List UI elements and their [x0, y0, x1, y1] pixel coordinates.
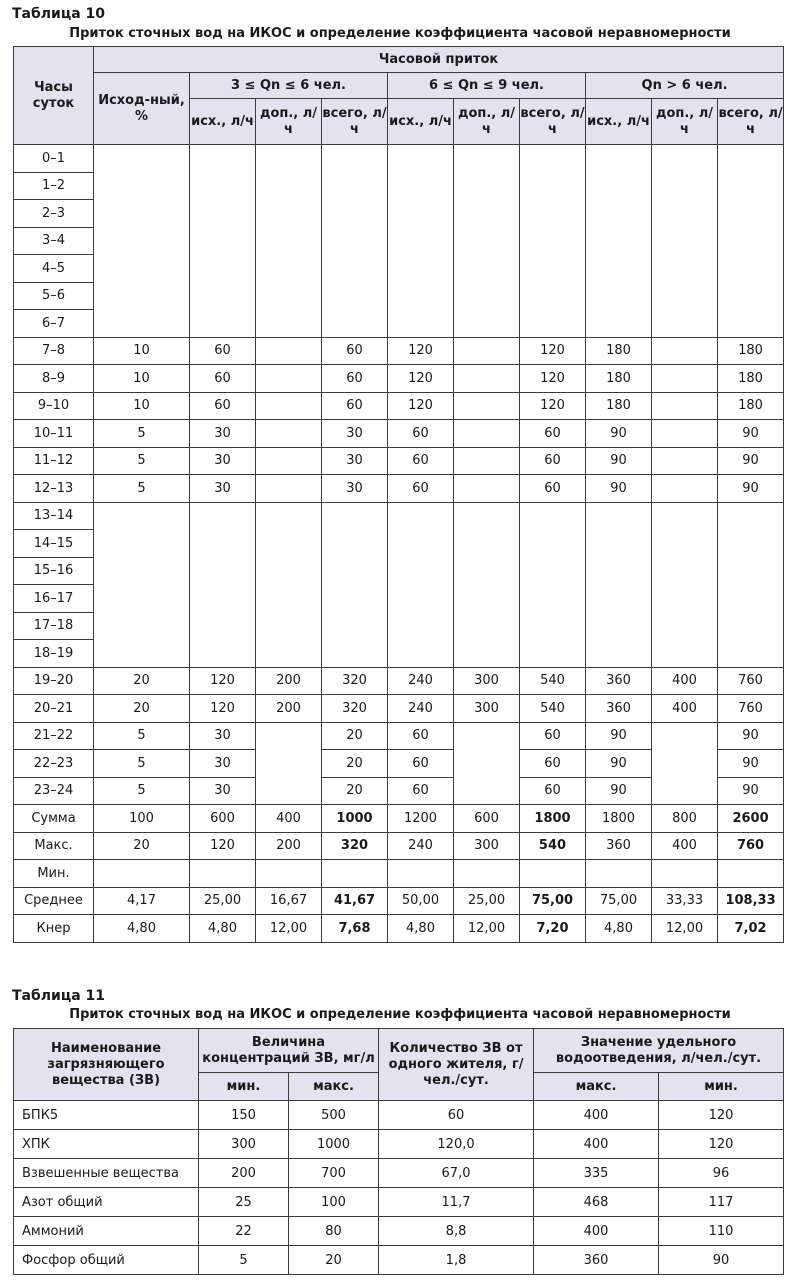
value-cell: 25,00	[190, 887, 256, 915]
value-cell	[256, 337, 322, 365]
hour-cell: 17–18	[14, 612, 94, 640]
table-row	[14, 420, 784, 448]
value-cell: 10	[94, 365, 190, 393]
value-cell: 120	[659, 1130, 784, 1159]
table11-title: Приток сточных вод на ИКОС и определение коэффициента часовой неравномерности	[69, 1007, 731, 1022]
value-cell: 60	[190, 365, 256, 393]
value-cell: 22	[199, 1217, 289, 1246]
value-cell: 500	[289, 1101, 379, 1130]
value-cell: 300	[454, 695, 520, 723]
hour-cell: 8–9	[14, 365, 94, 393]
value-cell: 60	[190, 337, 256, 365]
table-row	[14, 145, 784, 173]
value-cell: 90	[586, 447, 652, 475]
value-cell: 90	[718, 722, 784, 750]
value-cell	[256, 860, 322, 888]
value-cell: 60	[388, 777, 454, 805]
value-cell: 320	[322, 832, 388, 860]
value-cell	[586, 502, 652, 667]
value-cell: 1000	[322, 805, 388, 833]
substance-cell: Взвешенные вещества	[14, 1159, 199, 1188]
value-cell: 120	[520, 337, 586, 365]
value-cell: 12,00	[256, 915, 322, 943]
table11	[13, 1028, 784, 1275]
value-cell	[322, 145, 388, 338]
value-cell: 30	[190, 722, 256, 750]
value-cell: 360	[586, 832, 652, 860]
value-cell: 200	[199, 1159, 289, 1188]
value-cell: 20	[289, 1246, 379, 1275]
table-row	[14, 1159, 784, 1188]
value-cell	[454, 447, 520, 475]
value-cell: 20	[322, 777, 388, 805]
substance-cell: Фосфор общий	[14, 1246, 199, 1275]
value-cell: 700	[289, 1159, 379, 1188]
value-cell: 300	[199, 1130, 289, 1159]
value-cell: 20	[94, 667, 190, 695]
value-cell: 2600	[718, 805, 784, 833]
value-cell: 150	[199, 1101, 289, 1130]
value-cell: 760	[718, 667, 784, 695]
value-cell	[520, 145, 586, 338]
hour-cell: 13–14	[14, 502, 94, 530]
value-cell	[256, 722, 322, 805]
value-cell: 4,17	[94, 887, 190, 915]
value-cell: 540	[520, 667, 586, 695]
value-cell: 120	[388, 365, 454, 393]
sub-add-header: доп., л/ч	[454, 99, 520, 145]
value-cell	[454, 722, 520, 805]
hour-cell: 14–15	[14, 530, 94, 558]
value-cell: 1,8	[379, 1246, 534, 1275]
value-cell	[652, 145, 718, 338]
value-cell: 60	[379, 1101, 534, 1130]
value-cell	[94, 860, 190, 888]
hour-cell: 16–17	[14, 585, 94, 613]
value-cell: 4,80	[190, 915, 256, 943]
value-cell: 4,80	[388, 915, 454, 943]
value-cell	[652, 447, 718, 475]
table-row	[14, 337, 784, 365]
value-cell	[520, 860, 586, 888]
hour-cell: 19–20	[14, 667, 94, 695]
value-cell	[256, 365, 322, 393]
value-cell: 200	[256, 832, 322, 860]
value-cell	[454, 475, 520, 503]
value-cell: 1800	[520, 805, 586, 833]
value-cell: 20	[94, 695, 190, 723]
value-cell: 25,00	[454, 887, 520, 915]
value-cell: 60	[520, 475, 586, 503]
value-cell: 360	[586, 667, 652, 695]
value-cell: 120	[190, 695, 256, 723]
value-cell: 240	[388, 667, 454, 695]
table10-title: Приток сточных вод на ИКОС и определение коэффициента часовой неравномерности	[69, 26, 731, 41]
table-row	[14, 502, 784, 530]
group2-header: 6 ≤ Qn ≤ 9 чел.	[388, 73, 586, 99]
hour-cell: 3–4	[14, 227, 94, 255]
value-cell: 10	[94, 337, 190, 365]
value-cell	[454, 502, 520, 667]
value-cell	[322, 502, 388, 667]
base-percent-header: Исход-ный, %	[94, 73, 190, 145]
specific-max-header: макс.	[534, 1073, 659, 1101]
value-cell	[652, 475, 718, 503]
hour-cell: 18–19	[14, 640, 94, 668]
value-cell	[388, 860, 454, 888]
value-cell	[652, 860, 718, 888]
hour-cell: 1–2	[14, 172, 94, 200]
sub-add-header: доп., л/ч	[652, 99, 718, 145]
table-row	[14, 722, 784, 750]
value-cell: 12,00	[454, 915, 520, 943]
value-cell: 760	[718, 695, 784, 723]
value-cell: 90	[718, 475, 784, 503]
hourly-inflow-header: Часовой приток	[94, 47, 784, 73]
value-cell	[256, 502, 322, 667]
value-cell: 60	[322, 392, 388, 420]
value-cell	[190, 860, 256, 888]
value-cell: 90	[718, 447, 784, 475]
group1-header: 3 ≤ Qn ≤ 6 чел.	[190, 73, 388, 99]
value-cell: 360	[534, 1246, 659, 1275]
value-cell: 180	[586, 392, 652, 420]
value-cell: 30	[322, 447, 388, 475]
hour-cell: 11–12	[14, 447, 94, 475]
value-cell: 320	[322, 667, 388, 695]
amount-header: Количество ЗВ от одного жителя, г/чел./сут.	[379, 1029, 534, 1101]
value-cell: 60	[388, 750, 454, 778]
sub-src-header: исх., л/ч	[586, 99, 652, 145]
value-cell: 180	[718, 365, 784, 393]
value-cell	[652, 365, 718, 393]
value-cell: 4,80	[94, 915, 190, 943]
value-cell: 30	[190, 420, 256, 448]
value-cell: 120	[659, 1101, 784, 1130]
value-cell	[454, 420, 520, 448]
sub-src-header: исх., л/ч	[388, 99, 454, 145]
value-cell: 100	[289, 1188, 379, 1217]
value-cell: 90	[659, 1246, 784, 1275]
value-cell	[454, 365, 520, 393]
value-cell: 4,80	[586, 915, 652, 943]
value-cell: 400	[534, 1217, 659, 1246]
value-cell	[520, 502, 586, 667]
value-cell	[94, 145, 190, 338]
value-cell: 90	[718, 420, 784, 448]
value-cell: 760	[718, 832, 784, 860]
value-cell: 12,00	[652, 915, 718, 943]
value-cell: 7,20	[520, 915, 586, 943]
substance-cell: БПК5	[14, 1101, 199, 1130]
value-cell: 75,00	[520, 887, 586, 915]
value-cell: 600	[454, 805, 520, 833]
hour-cell: 21–22	[14, 722, 94, 750]
table-row	[14, 695, 784, 723]
table-row	[14, 1101, 784, 1130]
value-cell: 30	[190, 447, 256, 475]
hour-cell: Сумма	[14, 805, 94, 833]
value-cell: 60	[388, 475, 454, 503]
value-cell: 108,33	[718, 887, 784, 915]
value-cell: 30	[322, 475, 388, 503]
value-cell: 5	[94, 750, 190, 778]
value-cell: 90	[586, 722, 652, 750]
hour-cell: 5–6	[14, 282, 94, 310]
value-cell: 400	[256, 805, 322, 833]
hour-cell: 6–7	[14, 310, 94, 338]
substance-cell: ХПК	[14, 1130, 199, 1159]
value-cell	[652, 337, 718, 365]
table-row	[14, 860, 784, 888]
value-cell: 120	[190, 667, 256, 695]
value-cell	[652, 502, 718, 667]
table10	[13, 46, 784, 943]
value-cell: 240	[388, 832, 454, 860]
value-cell	[586, 145, 652, 338]
value-cell: 60	[520, 420, 586, 448]
value-cell: 60	[520, 750, 586, 778]
value-cell: 30	[190, 475, 256, 503]
hour-cell: 23–24	[14, 777, 94, 805]
value-cell	[718, 145, 784, 338]
value-cell: 60	[388, 420, 454, 448]
hour-cell: Макс.	[14, 832, 94, 860]
table-row	[14, 475, 784, 503]
substance-header: Наименование загрязняющего вещества (ЗВ)	[14, 1029, 199, 1101]
value-cell: 400	[652, 695, 718, 723]
table-row	[14, 887, 784, 915]
table-row	[14, 805, 784, 833]
hour-cell: Мин.	[14, 860, 94, 888]
value-cell: 30	[190, 750, 256, 778]
value-cell: 1800	[586, 805, 652, 833]
value-cell: 1000	[289, 1130, 379, 1159]
hour-cell: 15–16	[14, 557, 94, 585]
table-row	[14, 1130, 784, 1159]
value-cell: 33,33	[652, 887, 718, 915]
sub-add-header: доп., л/ч	[256, 99, 322, 145]
substance-cell: Азот общий	[14, 1188, 199, 1217]
value-cell: 400	[534, 1130, 659, 1159]
hour-cell: 22–23	[14, 750, 94, 778]
value-cell: 60	[322, 365, 388, 393]
value-cell: 30	[322, 420, 388, 448]
table-row	[14, 365, 784, 393]
value-cell: 60	[388, 447, 454, 475]
table-row	[14, 915, 784, 943]
value-cell	[190, 502, 256, 667]
value-cell: 110	[659, 1217, 784, 1246]
value-cell: 120	[520, 365, 586, 393]
sub-src-header: исх., л/ч	[190, 99, 256, 145]
table-row	[14, 832, 784, 860]
conc-min-header: мин.	[199, 1073, 289, 1101]
table-row	[14, 1246, 784, 1275]
hour-cell: 0–1	[14, 145, 94, 173]
value-cell: 7,68	[322, 915, 388, 943]
value-cell: 90	[586, 750, 652, 778]
value-cell: 90	[586, 777, 652, 805]
value-cell: 5	[94, 722, 190, 750]
value-cell: 120	[388, 337, 454, 365]
value-cell: 16,67	[256, 887, 322, 915]
value-cell: 75,00	[586, 887, 652, 915]
table-row	[14, 1188, 784, 1217]
value-cell: 5	[199, 1246, 289, 1275]
value-cell: 1200	[388, 805, 454, 833]
value-cell: 540	[520, 695, 586, 723]
value-cell: 5	[94, 447, 190, 475]
hour-cell: 20–21	[14, 695, 94, 723]
value-cell: 60	[190, 392, 256, 420]
substance-cell: Аммоний	[14, 1217, 199, 1246]
value-cell: 50,00	[388, 887, 454, 915]
value-cell	[586, 860, 652, 888]
value-cell: 300	[454, 832, 520, 860]
value-cell: 100	[94, 805, 190, 833]
value-cell: 335	[534, 1159, 659, 1188]
value-cell: 200	[256, 667, 322, 695]
value-cell: 41,67	[322, 887, 388, 915]
sub-total-header: всего, л/ч	[322, 99, 388, 145]
value-cell	[454, 860, 520, 888]
value-cell: 60	[388, 722, 454, 750]
value-cell	[388, 502, 454, 667]
value-cell	[190, 145, 256, 338]
value-cell	[256, 475, 322, 503]
value-cell: 7,02	[718, 915, 784, 943]
hour-cell: Кнер	[14, 915, 94, 943]
value-cell	[94, 502, 190, 667]
value-cell	[454, 337, 520, 365]
hour-cell: 4–5	[14, 255, 94, 283]
value-cell: 20	[322, 722, 388, 750]
value-cell: 60	[322, 337, 388, 365]
value-cell: 240	[388, 695, 454, 723]
value-cell: 96	[659, 1159, 784, 1188]
group3-header: Qn > 6 чел.	[586, 73, 784, 99]
value-cell: 20	[94, 832, 190, 860]
value-cell: 400	[534, 1101, 659, 1130]
value-cell	[652, 420, 718, 448]
value-cell: 10	[94, 392, 190, 420]
value-cell: 5	[94, 475, 190, 503]
value-cell: 120,0	[379, 1130, 534, 1159]
value-cell: 540	[520, 832, 586, 860]
hour-cell: 7–8	[14, 337, 94, 365]
table-row	[14, 667, 784, 695]
table11-caption: Таблица 11	[12, 988, 106, 1004]
value-cell: 300	[454, 667, 520, 695]
value-cell: 180	[718, 337, 784, 365]
hour-cell: 10–11	[14, 420, 94, 448]
value-cell	[454, 392, 520, 420]
value-cell	[256, 447, 322, 475]
value-cell: 600	[190, 805, 256, 833]
value-cell	[718, 860, 784, 888]
value-cell	[388, 145, 454, 338]
hour-cell: 9–10	[14, 392, 94, 420]
value-cell	[652, 722, 718, 805]
value-cell: 60	[520, 777, 586, 805]
value-cell: 80	[289, 1217, 379, 1246]
value-cell: 90	[586, 420, 652, 448]
value-cell: 120	[520, 392, 586, 420]
value-cell: 800	[652, 805, 718, 833]
hours-header: Часы суток	[14, 47, 94, 145]
value-cell: 90	[586, 475, 652, 503]
value-cell: 120	[190, 832, 256, 860]
sub-total-header: всего, л/ч	[520, 99, 586, 145]
value-cell: 30	[190, 777, 256, 805]
value-cell	[454, 145, 520, 338]
value-cell	[256, 392, 322, 420]
value-cell: 20	[322, 750, 388, 778]
table-row	[14, 1217, 784, 1246]
hour-cell: 12–13	[14, 475, 94, 503]
value-cell: 180	[586, 337, 652, 365]
value-cell: 200	[256, 695, 322, 723]
specific-discharge-header: Значение удельного водоотведения, л/чел./сут.	[534, 1029, 784, 1073]
table-row	[14, 392, 784, 420]
value-cell: 11,7	[379, 1188, 534, 1217]
conc-max-header: макс.	[289, 1073, 379, 1101]
specific-min-header: мин.	[659, 1073, 784, 1101]
value-cell	[718, 502, 784, 667]
hour-cell: Среднее	[14, 887, 94, 915]
value-cell: 90	[718, 777, 784, 805]
value-cell: 5	[94, 777, 190, 805]
value-cell: 180	[586, 365, 652, 393]
value-cell	[652, 392, 718, 420]
value-cell: 60	[520, 722, 586, 750]
value-cell	[322, 860, 388, 888]
value-cell: 400	[652, 832, 718, 860]
value-cell: 25	[199, 1188, 289, 1217]
concentration-header: Величина концентраций ЗВ, мг/л	[199, 1029, 379, 1073]
value-cell: 180	[718, 392, 784, 420]
value-cell: 117	[659, 1188, 784, 1217]
value-cell: 60	[520, 447, 586, 475]
value-cell	[256, 420, 322, 448]
value-cell: 400	[652, 667, 718, 695]
sub-total-header: всего, л/ч	[718, 99, 784, 145]
value-cell	[256, 145, 322, 338]
hour-cell: 2–3	[14, 200, 94, 228]
value-cell: 320	[322, 695, 388, 723]
value-cell: 8,8	[379, 1217, 534, 1246]
table10-caption: Таблица 10	[12, 6, 106, 22]
value-cell: 90	[718, 750, 784, 778]
value-cell: 67,0	[379, 1159, 534, 1188]
value-cell: 5	[94, 420, 190, 448]
value-cell: 120	[388, 392, 454, 420]
table-row	[14, 447, 784, 475]
value-cell: 468	[534, 1188, 659, 1217]
value-cell: 360	[586, 695, 652, 723]
